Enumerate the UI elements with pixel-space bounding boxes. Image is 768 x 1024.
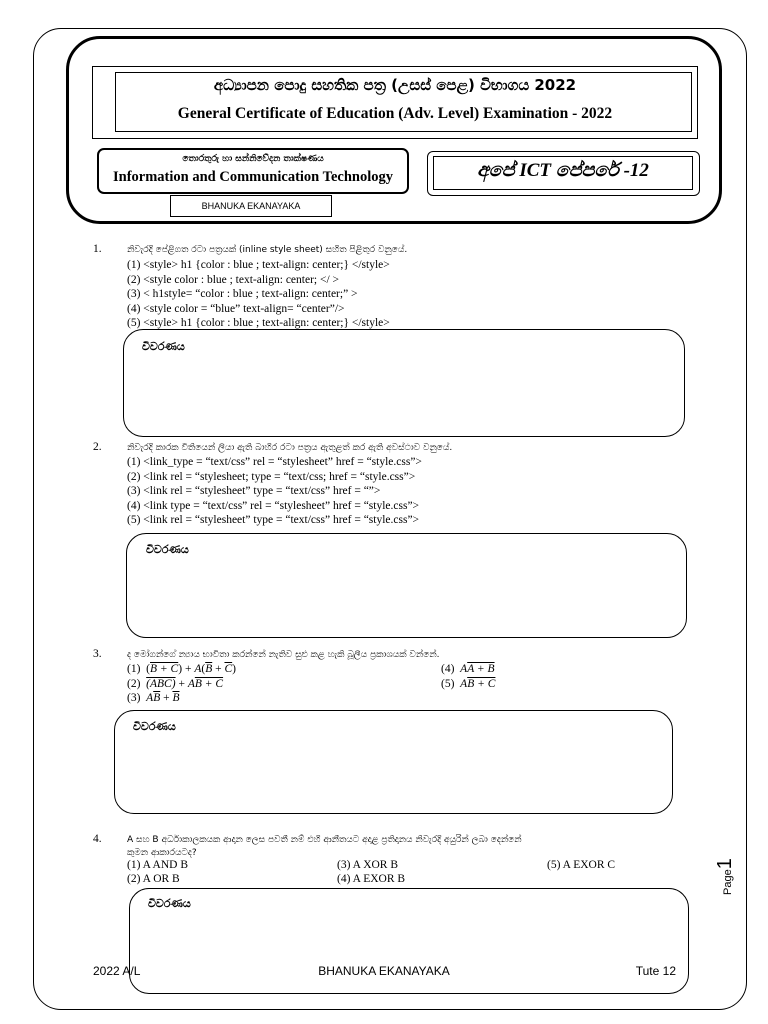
explanation-label-1: විවරණය: [142, 340, 185, 353]
question-4-option-5: (5) A EXOR C: [547, 859, 616, 871]
question-2-number: 2.: [93, 441, 102, 453]
explanation-label-2: විවරණය: [146, 543, 189, 556]
question-4-number: 4.: [93, 833, 102, 845]
question-1-option-5: (5) <style> h1 {color : blue ; text-align: center;} </style>: [127, 317, 390, 329]
exam-title-sinhala: අධ්‍යාපන පොදු සහතික පත්‍ර (උසස් පෙළ) විභාගය 2022: [213, 76, 577, 94]
page-word: Page: [722, 869, 734, 895]
footer-tute: Tute 12: [635, 964, 676, 978]
question-1-option-1: (1) <style> h1 {color : blue ; text-align: center;} </style>: [127, 259, 390, 271]
explanation-box-3: [114, 710, 673, 814]
explanation-label-3: විවරණය: [133, 720, 176, 733]
question-3-option-4-label: (4): [441, 663, 455, 675]
question-4-text-line-2: කුමන ආකාරයටද?: [127, 848, 197, 858]
question-1-text: නිවැරදි පේළිගත රටා පත්‍රයක් (inline style sheet) සහිත පිළිතුර වනුයේ.: [127, 245, 408, 255]
question-4-option-4: (4) A EXOR B: [337, 873, 406, 885]
question-2-text: නිවැරදි කාරක විතියෙන් ලියා ඇති බාහිර රටා පත්‍රය ඇතුළත් කර ඇති අවස්ථාව වනුයේ.: [127, 443, 453, 453]
question-1-option-2: (2) <style color : blue ; text-align: center; </ >: [127, 273, 340, 286]
question-1-option-4: (4) <style color = “blue” text-align= “center”/>: [127, 302, 345, 315]
subject-english: Information and Communication Technology: [113, 169, 393, 185]
page-number-label: [714, 855, 737, 895]
question-3-option-5-label: (5): [441, 677, 455, 690]
subject-sinhala: තොරතුරු හා සන්නිවේදන තාක්ෂණය: [182, 154, 324, 164]
question-3-option-3-label: (3): [127, 692, 141, 704]
question-3-option-1: (1) $(B + C) + A(\overline{B} + \overline{C})$: [127, 663, 236, 675]
question-2-option-4: (4) <link type = “text/css” rel = “stylesheet” href = “style.css”>: [127, 499, 420, 512]
question-3-option-2: (2) (ABC) + AB + C: [127, 677, 224, 690]
question-2-option-3: (3) <link rel = “stylesheet” type = “text/css” href = “”>: [127, 485, 381, 497]
question-3-option-2-label: (2): [127, 677, 141, 690]
question-1-number: 1.: [93, 243, 102, 255]
footer-author: BHANUKA EKANAYAKA: [318, 964, 450, 978]
question-3-option-5: (5) AB + C: [441, 677, 496, 690]
question-3-option-3: (3) $A\overline{B} + \overline{B}$: [127, 692, 180, 704]
question-4-text-line-1: A සහ B අර්ධාකාලකයක ආදාන ලෙස පවතී නම් එහි ආනීතයට අදාළ ප්‍රතිදානය නිවැරදි අයුරින් ලබා දෙන්නේ: [127, 835, 522, 845]
question-2-option-1: (1) <link_type = “text/css” rel = “stylesheet” href = “style.css”>: [127, 456, 422, 468]
question-2-option-2: (2) <link rel = “stylesheet; type = “text/css; href = “style.css”>: [127, 470, 416, 483]
question-4-option-2: (2) A OR B: [127, 873, 180, 885]
explanation-box-2: [126, 533, 687, 638]
question-3-number: 3.: [93, 648, 102, 660]
explanation-box-4: [129, 888, 689, 994]
author-name-box: BHANUKA EKANAYAKA: [170, 195, 332, 217]
question-3-text: ද මෝගන්ගේ න්‍යාය භාවිතා කරන්නේ නැතිව සුළු කළ හැකි බූලීය ප්‍රකාශයක් වන්නේ.: [127, 650, 440, 660]
explanation-box-1: [123, 329, 685, 437]
question-2-option-5: (5) <link rel = “stylesheet” type = “text/css” href = “style.css”>: [127, 514, 420, 526]
footer-year: 2022 A/L: [93, 964, 141, 978]
question-1-option-3: (3) < h1style= “color : blue ; text-align: center;” >: [127, 288, 358, 300]
paper-title: අපේ ICT පේපරේ -12: [477, 160, 649, 181]
question-4-option-1: (1) A AND B: [127, 859, 189, 871]
question-3-option-4: (4) AA + B: [441, 663, 495, 675]
question-4-option-3: (3) A XOR B: [337, 859, 399, 871]
question-3-option-1-label: (1): [127, 663, 141, 675]
page-number: 1: [714, 858, 736, 870]
exam-title-english: General Certificate of Education (Adv. Level) Examination - 2022: [177, 105, 613, 122]
explanation-label-4: විවරණය: [148, 897, 191, 910]
